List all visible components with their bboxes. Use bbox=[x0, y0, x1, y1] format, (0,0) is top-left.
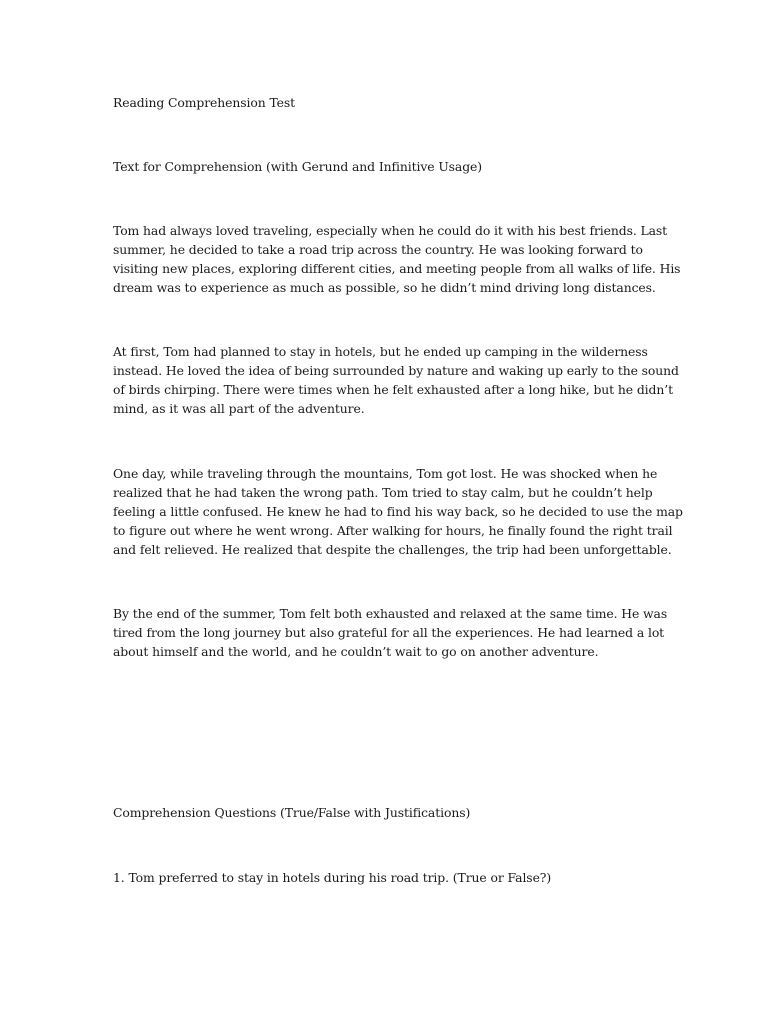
paragraph-4 bbox=[113, 604, 667, 661]
paragraph-line: dream was to experience as much as possible, so he didn’t mind driving long distances. bbox=[113, 280, 656, 295]
paragraph-line: One day, while traveling through the mountains, Tom got lost. He was shocked when he bbox=[113, 466, 658, 481]
document-title: Reading Comprehension Test bbox=[113, 95, 296, 110]
paragraph-line: tired from the long journey but also grateful for all the experiences. He had learned a lot bbox=[113, 625, 665, 640]
paragraph-line: about himself and the world, and he couldn’t wait to go on another adventure. bbox=[113, 644, 599, 659]
paragraph-line: realized that he had taken the wrong path. Tom tried to stay calm, but he couldn’t help bbox=[113, 485, 653, 500]
paragraph-line: summer, he decided to take a road trip across the country. He was looking forward to bbox=[113, 242, 643, 257]
paragraph-line: mind, as it was all part of the adventure. bbox=[113, 401, 365, 416]
paragraph-line: visiting new places, exploring different cities, and meeting people from all walks of life. His bbox=[113, 261, 681, 276]
paragraph-1 bbox=[113, 221, 680, 297]
paragraph-line: By the end of the summer, Tom felt both exhausted and relaxed at the same time. He was bbox=[113, 606, 668, 621]
paragraph-line: to figure out where he went wrong. After walking for hours, he finally found the right trail bbox=[113, 523, 673, 538]
paragraph-line: of birds chirping. There were times when he felt exhausted after a long hike, but he didn’t bbox=[113, 382, 673, 397]
question-item: 1. Tom preferred to stay in hotels during his road trip. (True or False?) bbox=[113, 870, 552, 885]
paragraph-line: At first, Tom had planned to stay in hotels, but he ended up camping in the wilderness bbox=[113, 344, 648, 359]
paragraph-line: feeling a little confused. He knew he had to find his way back, so he decided to use the map bbox=[113, 504, 683, 519]
text-heading: Text for Comprehension (with Gerund and Infinitive Usage) bbox=[113, 159, 483, 174]
paragraph-3 bbox=[113, 464, 683, 559]
paragraph-2 bbox=[113, 342, 679, 418]
paragraph-line: Tom had always loved traveling, especially when he could do it with his best friends. Last bbox=[113, 223, 668, 238]
questions-heading: Comprehension Questions (True/False with Justifications) bbox=[113, 805, 471, 820]
paragraph-line: instead. He loved the idea of being surrounded by nature and waking up early to the sound bbox=[113, 363, 679, 378]
paragraph-line: and felt relieved. He realized that despite the challenges, the trip had been unforgettable. bbox=[113, 542, 672, 557]
